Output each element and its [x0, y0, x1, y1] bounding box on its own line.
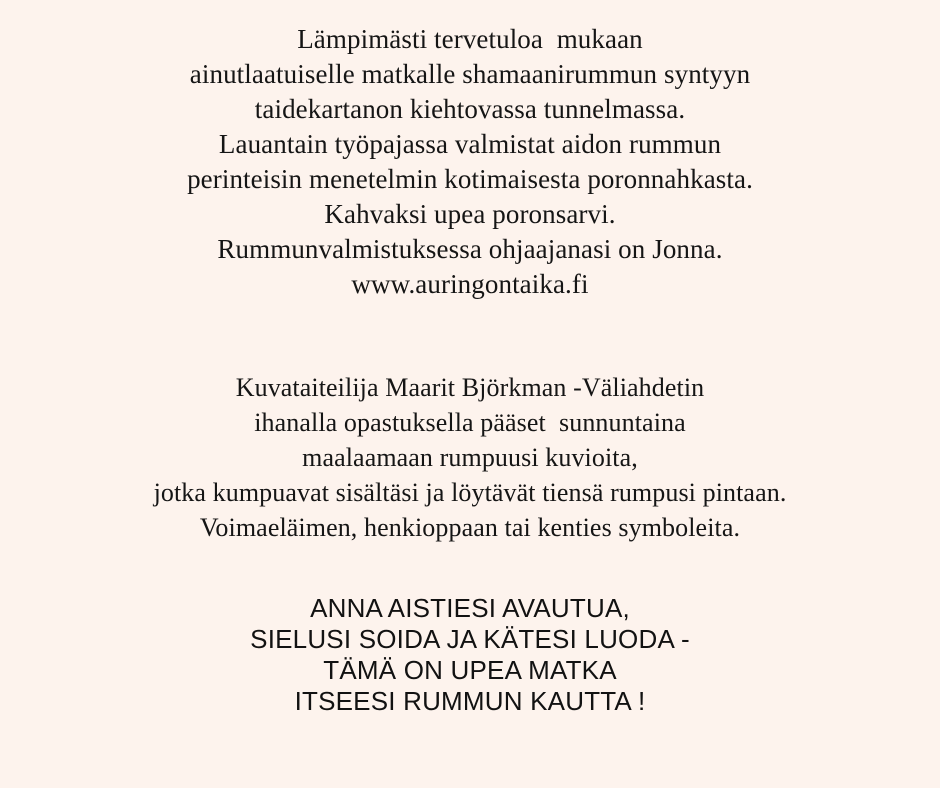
painting-paragraph [0, 370, 940, 545]
intro-paragraph [0, 22, 940, 302]
website-url[interactable]: www.auringontaika.fi [351, 269, 589, 299]
painting-line-5: Voimaeläimen, henkioppaan tai kenties symboleita. [199, 513, 741, 542]
painting-line-4: jotka kumpuavat sisältäsi ja löytävät tiensä rumpusi pintaan. [153, 478, 787, 507]
intro-line-7: Rummunvalmistuksessa ohjaajanasi on Jonna. [217, 234, 723, 264]
painting-line-3: maalaamaan rumpuusi kuvioita, [302, 443, 638, 472]
intro-line-4: Lauantain työpajassa valmistat aidon rummun [218, 129, 722, 159]
closing-line-2: SIELUSI SOIDA JA KÄTESI LUODA - [250, 624, 690, 654]
closing-line-4: ITSEESI RUMMUN KAUTTA ! [294, 686, 646, 716]
intro-line-2: ainutlaatuiselle matkalle shamaanirummun syntyyn [189, 59, 751, 89]
intro-line-5: perinteisin menetelmin kotimaisesta poronnahkasta. [187, 164, 753, 194]
painting-line-1: Kuvataiteilija Maarit Björkman -Väliahdetin [235, 373, 705, 402]
intro-line-1: Lämpimästi tervetuloa mukaan [297, 24, 643, 54]
intro-line-6: Kahvaksi upea poronsarvi. [324, 199, 616, 229]
intro-line-3: taidekartanon kiehtovassa tunnelmassa. [254, 94, 686, 124]
closing-line-1: ANNA AISTIESI AVAUTUA, [310, 593, 630, 623]
closing-line-3: TÄMÄ ON UPEA MATKA [323, 655, 617, 685]
painting-line-2: ihanalla opastuksella pääset sunnuntaina [254, 408, 686, 437]
closing-statement [0, 593, 940, 717]
